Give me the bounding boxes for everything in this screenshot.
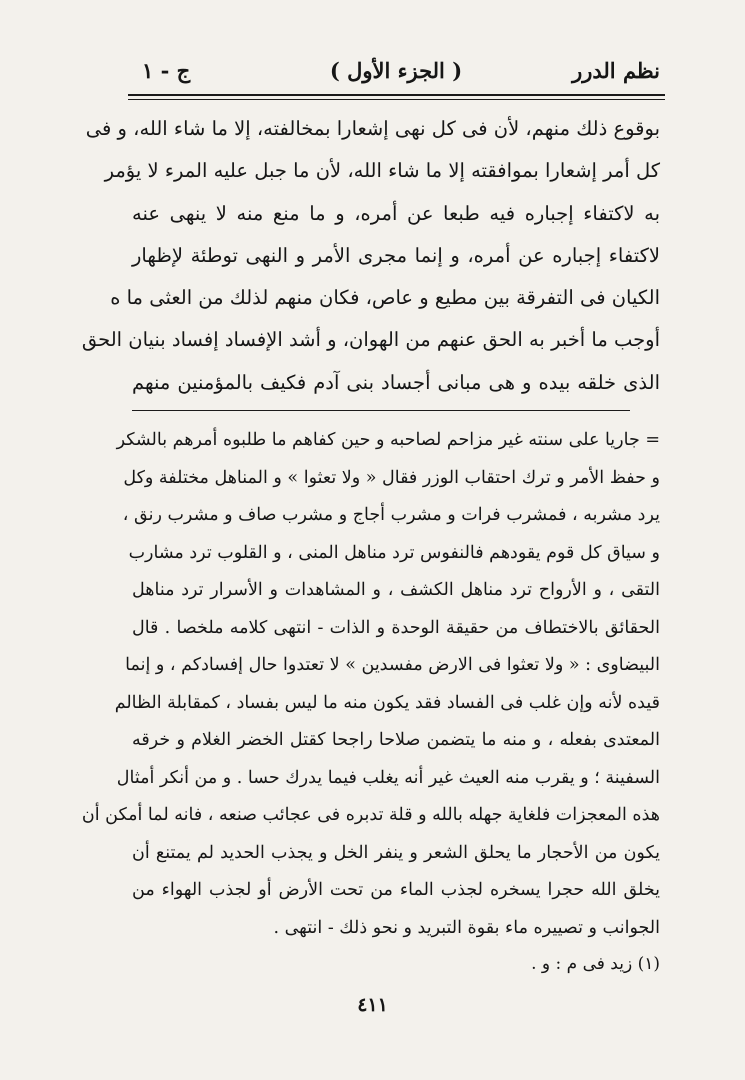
main-line: بوقوع ذلك منهم، لأن فى كل نهى إشعارا بمخالفته، إلا ما شاء الله، و فى — [85, 117, 660, 140]
main-text — [81, 108, 660, 404]
main-line: لاكتفاء إجباره عن أمره، و إنما مجرى الأمر و النهى توطئة لإظهار — [132, 243, 660, 267]
commentary-line: البيضاوى : « ولا تعثوا فى الارض مفسدين » لا تعتدوا حال إفسادكم ، و إنما — [125, 655, 660, 675]
text-divider — [132, 410, 630, 411]
running-header — [132, 52, 660, 92]
commentary-line: الحقائق بالاختطاف من حقيقة الوحدة و الذات - انتهى كلامه ملخصا . قال — [132, 617, 660, 638]
commentary-line: و سياق كل قوم يقودهم فالنفوس ترد مناهل المنى ، و القلوب ترد مشارب — [128, 542, 660, 563]
commentary-line: يرد مشربه ، فمشرب فرات و مشرب أجاج و مشرب صاف و مشرب رنق ، — [122, 505, 660, 525]
commentary-text — [81, 422, 660, 947]
commentary-line: التقى ، و الأرواح ترد مناهل الكشف ، و المشاهدات و الأسرار ترد مناهل — [132, 580, 660, 600]
main-line: كل أمر إشعارا بموافقته إلا ما شاء الله، لأن ما جبل عليه المرء لا يؤمر — [104, 159, 660, 183]
header-rule-thin — [128, 99, 665, 100]
commentary-line: قيده لأنه وإن غلب فى الفساد فقد يكون منه ما ليس بفساد ، كمقابلة الظالم — [114, 692, 660, 713]
part-label: ( الجزء الأول ) — [329, 58, 463, 83]
commentary-line: يخلق الله حجرا يسخره لجذب الماء من تحت الأرض أو لجذب الهواء من — [132, 880, 660, 900]
main-line: الكيان فى التفرقة بين مطيع و عاص، فكان منهم لذلك من العثى ما ه — [110, 286, 660, 310]
commentary-line: السفينة ؛ و يقرب منه العيث غير أنه يغلب فيما يدرك حسا . و من أنكر أمثال — [116, 767, 660, 788]
footnote: (١) زيد فى م : و . — [531, 954, 660, 974]
book-title: نظم الدرر — [572, 58, 660, 83]
commentary-line: المعتدى بفعله ، و منه ما يتضمن صلاحا راجحا كقتل الخضر الغلام و خرقه — [132, 730, 660, 750]
commentary-line: يكون من الأحجار ما يحلق الشعر و ينفر الخل و يجذب الحديد لم يمتنع أن — [132, 842, 660, 863]
commentary-line: و حفظ الأمر و ترك احتقاب الوزر فقال « ولا تعثوا » و المناهل مختلفة وكل — [123, 467, 660, 488]
commentary-line: هذه المعجزات فلغاية جهله بالله و قلة تدبره فى عجائب صنعه ، فانه لما أمكن أن — [81, 805, 660, 825]
commentary-line: = جاريا على سنته غير مزاحم لصاحبه و حين كفاهم ما طلبوه أمرهم بالشكر — [116, 430, 660, 450]
header-rule — [128, 94, 665, 96]
main-line: به لاكتفاء إجباره فيه طبعا عن أمره، و ما منع منه لا ينهى عنه — [132, 201, 660, 225]
page-number: ٤١١ — [357, 994, 388, 1016]
volume-label: ج - ١ — [142, 58, 191, 83]
main-line: أوجب ما أخبر به الحق عنهم من الهوان، و أشد الإفساد إفساد بنيان الحق — [81, 328, 660, 352]
commentary-line: الجوانب و تصييره ماء بقوة التبريد و نحو ذلك - انتهى . — [273, 917, 660, 938]
main-line: الذى خلقه بيده و هى مبانى أجساد بنى آدم فكيف بالمؤمنين منهم — [132, 370, 660, 394]
